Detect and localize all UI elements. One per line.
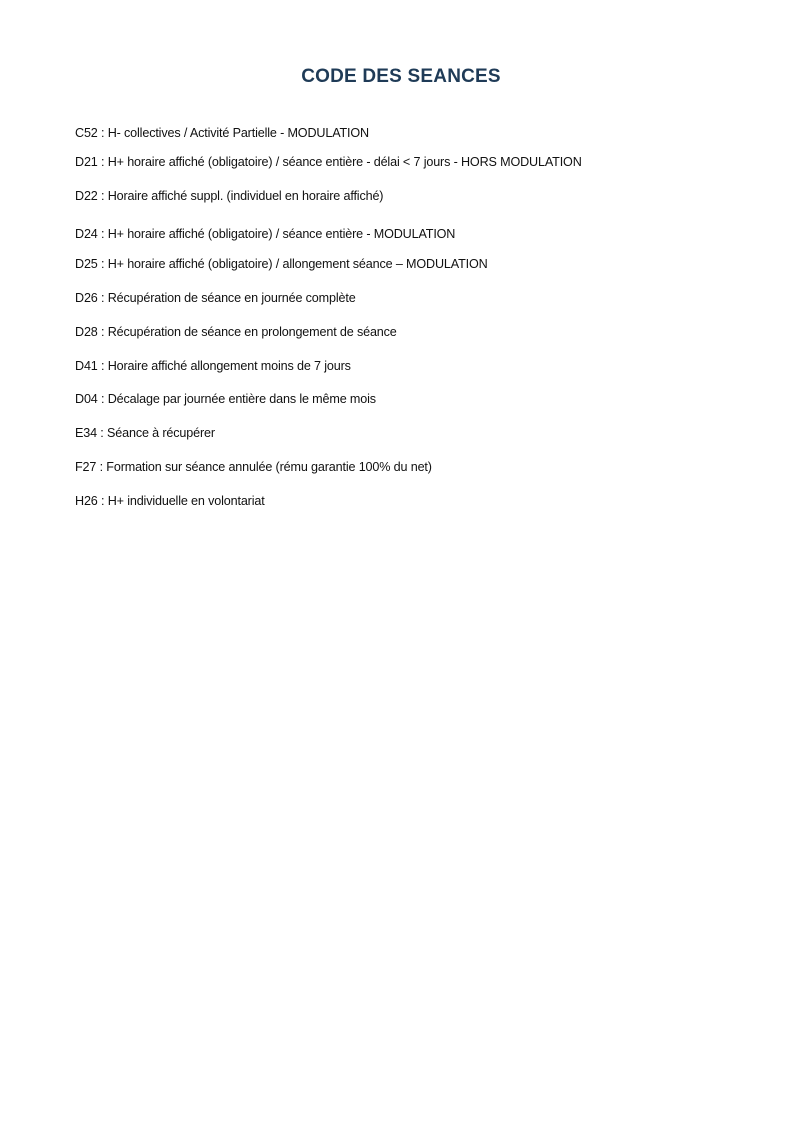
session-code-entry: D24 : H+ horaire affiché (obligatoire) / séance entière - MODULATION (75, 227, 456, 241)
session-code-entry: D25 : H+ horaire affiché (obligatoire) / allongement séance – MODULATION (75, 257, 488, 271)
session-code-entry: C52 : H- collectives / Activité Partielle - MODULATION (75, 126, 369, 140)
page-title: CODE DES SEANCES (301, 66, 501, 87)
session-code-entry: D41 : Horaire affiché allongement moins de 7 jours (75, 359, 351, 373)
session-code-entry: D21 : H+ horaire affiché (obligatoire) / séance entière - délai < 7 jours - HORS MODULATION (75, 155, 582, 169)
session-code-entry: F27 : Formation sur séance annulée (rému garantie 100% du net) (75, 460, 432, 474)
session-code-entry: D04 : Décalage par journée entière dans le même mois (75, 392, 376, 406)
session-code-entry: H26 : H+ individuelle en volontariat (75, 494, 265, 508)
session-code-entry: E34 : Séance à récupérer (75, 426, 215, 440)
session-code-entry: D26 : Récupération de séance en journée complète (75, 291, 356, 305)
session-code-entry: D22 : Horaire affiché suppl. (individuel en horaire affiché) (75, 189, 384, 203)
session-code-entry: D28 : Récupération de séance en prolongement de séance (75, 325, 397, 339)
